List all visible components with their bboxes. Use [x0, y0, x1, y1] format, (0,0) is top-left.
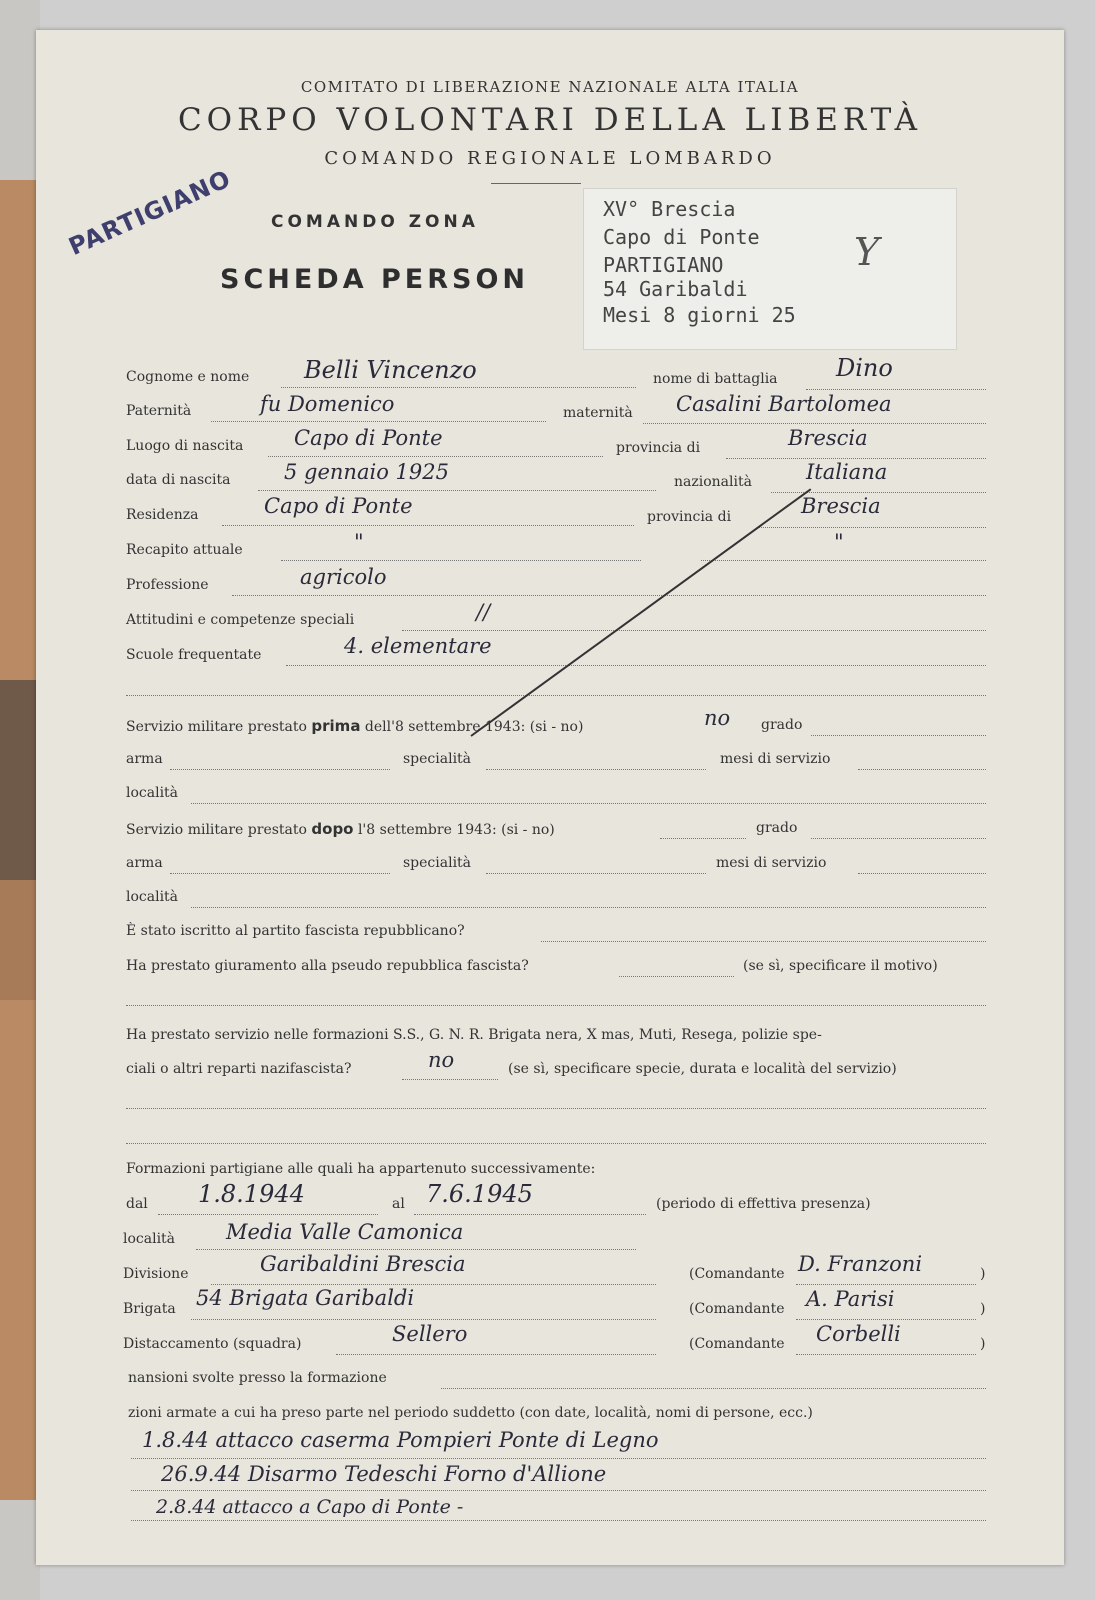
typed-line: Capo di Ponte — [603, 225, 760, 249]
field-line — [660, 838, 746, 839]
value-maternita: Casalini Bartolomea — [676, 392, 892, 416]
field-line — [806, 389, 986, 390]
value-azione: 2.8.44 attacco a Capo di Ponte - — [156, 1496, 464, 1518]
value-localita-formazione: Media Valle Camonica — [226, 1220, 464, 1244]
label-formazioni: Formazioni partigiane alle quali ha appartenuto successivamente: — [126, 1161, 596, 1177]
field-line — [211, 421, 546, 422]
value-al: 7.6.1945 — [426, 1180, 533, 1208]
label-dal: dal — [126, 1196, 148, 1212]
label-luogo: Luogo di nascita — [126, 438, 244, 454]
binding-strip — [0, 880, 40, 1000]
label-provincia-residenza: provincia di — [647, 509, 732, 525]
typed-line: PARTIGIANO — [603, 253, 724, 277]
label-localita: località — [126, 785, 179, 801]
field-line — [858, 769, 986, 770]
field-line — [196, 1249, 636, 1250]
typed-line: XV° Brescia — [603, 197, 736, 221]
label-iscritto: È stato iscritto al partito fascista repubblicano? — [126, 923, 465, 939]
servizio-text: Servizio militare prestato — [126, 719, 307, 735]
label-provincia: provincia di — [616, 440, 701, 456]
field-line — [126, 1143, 986, 1144]
label-mesi: mesi di servizio — [720, 751, 831, 767]
value-provincia-residenza: Brescia — [801, 494, 881, 518]
value-comandante-divisione: D. Franzoni — [798, 1252, 923, 1276]
value-nome: Belli Vincenzo — [304, 356, 477, 384]
label-arma: arma — [126, 751, 163, 767]
field-line — [191, 803, 986, 804]
value-divisione: Garibaldini Brescia — [260, 1252, 466, 1276]
field-line — [726, 458, 986, 459]
label-comandante-distaccamento: (Comandante — [689, 1336, 785, 1352]
label-scuole: Scuole frequentate — [126, 647, 262, 663]
label-recapito: Recapito attuale — [126, 542, 243, 558]
dopo-keyword: dopo — [311, 820, 354, 838]
value-azione: 26.9.44 Disarmo Tedeschi Forno d'Allione — [161, 1462, 607, 1486]
value-paternita: fu Domenico — [260, 392, 395, 416]
label-servizio-dopo — [126, 820, 555, 838]
label-azioni: zioni armate a cui ha preso parte nel periodo suddetto (con date, località, nomi di persone, ecc.) — [128, 1405, 813, 1421]
field-line — [131, 1490, 986, 1491]
value-luogo: Capo di Ponte — [294, 426, 443, 450]
value-nazionalita: Italiana — [806, 460, 888, 484]
servizio-date: l'8 settembre 1943: (si - no) — [357, 822, 555, 838]
header-corps: CORPO VOLONTARI DELLA LIBERTÀ — [177, 102, 923, 138]
field-line — [619, 976, 734, 977]
value-distaccamento: Sellero — [392, 1322, 468, 1346]
label-attitudini: Attitudini e competenze speciali — [126, 612, 355, 628]
label-arma-dopo: arma — [126, 855, 163, 871]
value-residenza: Capo di Ponte — [264, 494, 413, 518]
field-line — [281, 560, 641, 561]
label-paternita: Paternità — [126, 403, 192, 419]
field-line — [126, 1005, 986, 1006]
field-line — [222, 525, 634, 526]
label-cognome: Cognome e nome — [126, 369, 250, 385]
field-line — [170, 873, 390, 874]
label-specialita: specialità — [403, 751, 472, 767]
header-command: COMANDO REGIONALE LOMBARDO — [324, 148, 776, 169]
label-comandante-brigata: (Comandante — [689, 1301, 785, 1317]
field-line — [486, 769, 706, 770]
label-servizio-prima — [126, 717, 583, 735]
value-comandante-distaccamento: Corbelli — [816, 1322, 901, 1346]
label-nazionalita: nazionalità — [674, 474, 752, 490]
label-ss-specify: (se sì, specificare specie, durata e località del servizio) — [508, 1061, 897, 1077]
field-line — [281, 387, 636, 388]
typed-line: 54 Garibaldi — [603, 277, 748, 301]
value-dal: 1.8.1944 — [198, 1180, 305, 1208]
servizio-text: Servizio militare prestato — [126, 822, 307, 838]
field-line — [811, 735, 986, 736]
label-battaglia: nome di battaglia — [653, 371, 778, 387]
field-line — [191, 1319, 656, 1320]
prima-keyword: prima — [311, 717, 361, 735]
value-recapito: " — [354, 530, 364, 554]
field-line — [232, 595, 986, 596]
label-periodo: (periodo di effettiva presenza) — [656, 1196, 871, 1212]
label-data: data di nascita — [126, 472, 231, 488]
value-brigata: 54 Brigata Garibaldi — [196, 1286, 415, 1310]
label-ss: Ha prestato servizio nelle formazioni S.S., G. N. R. Brigata nera, X mas, Muti, Resega, polizie spe- — [126, 1027, 822, 1043]
value-professione: agricolo — [300, 565, 387, 589]
field-line — [126, 1108, 986, 1109]
binding-strip — [0, 0, 40, 180]
header-divider — [491, 183, 581, 184]
label-distaccamento: Distaccamento (squadra) — [123, 1336, 302, 1352]
field-line — [158, 1214, 378, 1215]
field-line — [441, 1388, 986, 1389]
value-attitudini: // — [476, 600, 491, 624]
label-divisione: Divisione — [123, 1266, 189, 1282]
field-line — [643, 423, 986, 424]
label-motivo: (se sì, specificare il motivo) — [743, 958, 938, 974]
value-data: 5 gennaio 1925 — [284, 460, 449, 484]
value-provincia: Brescia — [788, 426, 868, 450]
field-line — [268, 456, 603, 457]
field-line — [131, 1520, 986, 1521]
field-line — [286, 665, 986, 666]
document-sheet — [36, 30, 1064, 1565]
label-localita-dopo: località — [126, 889, 179, 905]
paren-close: ) — [980, 1266, 986, 1282]
zona-heading: COMANDO ZONA — [271, 212, 479, 232]
header-committee: COMITATO DI LIBERAZIONE NAZIONALE ALTA ITALIA — [300, 78, 800, 96]
value-ss: no — [428, 1048, 455, 1072]
field-line — [796, 1354, 976, 1355]
field-line — [414, 1214, 646, 1215]
field-line — [402, 1079, 498, 1080]
binding-strip — [0, 1500, 40, 1600]
field-line — [131, 1458, 986, 1459]
label-brigata: Brigata — [123, 1301, 176, 1317]
field-line — [170, 769, 390, 770]
handwritten-mark: Y — [854, 230, 880, 274]
label-mesi-dopo: mesi di servizio — [716, 855, 827, 871]
paren-close: ) — [980, 1301, 986, 1317]
label-giuramento: Ha prestato giuramento alla pseudo repubblica fascista? — [126, 958, 529, 974]
field-line — [811, 838, 986, 839]
form-title: SCHEDA PERSON — [220, 264, 530, 295]
field-line — [486, 873, 706, 874]
value-azione: 1.8.44 attacco caserma Pompieri Ponte di Legno — [142, 1428, 659, 1452]
binding-strip — [0, 680, 40, 880]
value-battaglia: Dino — [836, 354, 893, 382]
binding-strip — [0, 180, 40, 680]
field-line — [336, 1354, 656, 1355]
value-scuole: 4. elementare — [344, 634, 492, 658]
label-grado-dopo: grado — [756, 820, 798, 836]
partigiano-stamp: PARTIGIANO — [64, 164, 236, 261]
field-line — [701, 560, 986, 561]
servizio-date: dell'8 settembre 1943: (si - no) — [364, 719, 584, 735]
value-prima: no — [704, 706, 731, 730]
field-line — [541, 941, 986, 942]
field-line — [211, 1284, 656, 1285]
field-line — [796, 1319, 976, 1320]
field-line — [258, 490, 656, 491]
field-line — [858, 873, 986, 874]
value-comandante-brigata: A. Parisi — [806, 1287, 895, 1311]
typed-line: Mesi 8 giorni 25 — [603, 303, 796, 327]
label-maternita: maternità — [563, 405, 633, 421]
label-mansioni: nansioni svolte presso la formazione — [128, 1370, 387, 1386]
label-professione: Professione — [126, 577, 209, 593]
field-line — [126, 695, 986, 696]
label-specialita-dopo: specialità — [403, 855, 472, 871]
field-line — [402, 630, 986, 631]
label-al: al — [392, 1196, 405, 1212]
label-residenza: Residenza — [126, 507, 199, 523]
paren-close: ) — [980, 1336, 986, 1352]
field-line — [191, 907, 986, 908]
label-grado: grado — [761, 717, 803, 733]
label-ss-cont: ciali o altri reparti nazifascista? — [126, 1061, 352, 1077]
binding-strip — [0, 1000, 40, 1500]
field-line — [796, 1284, 976, 1285]
label-localita-formazione: località — [123, 1231, 176, 1247]
field-line — [758, 527, 986, 528]
label-comandante-divisione: (Comandante — [689, 1266, 785, 1282]
value-recapito-ditto: " — [834, 530, 844, 554]
